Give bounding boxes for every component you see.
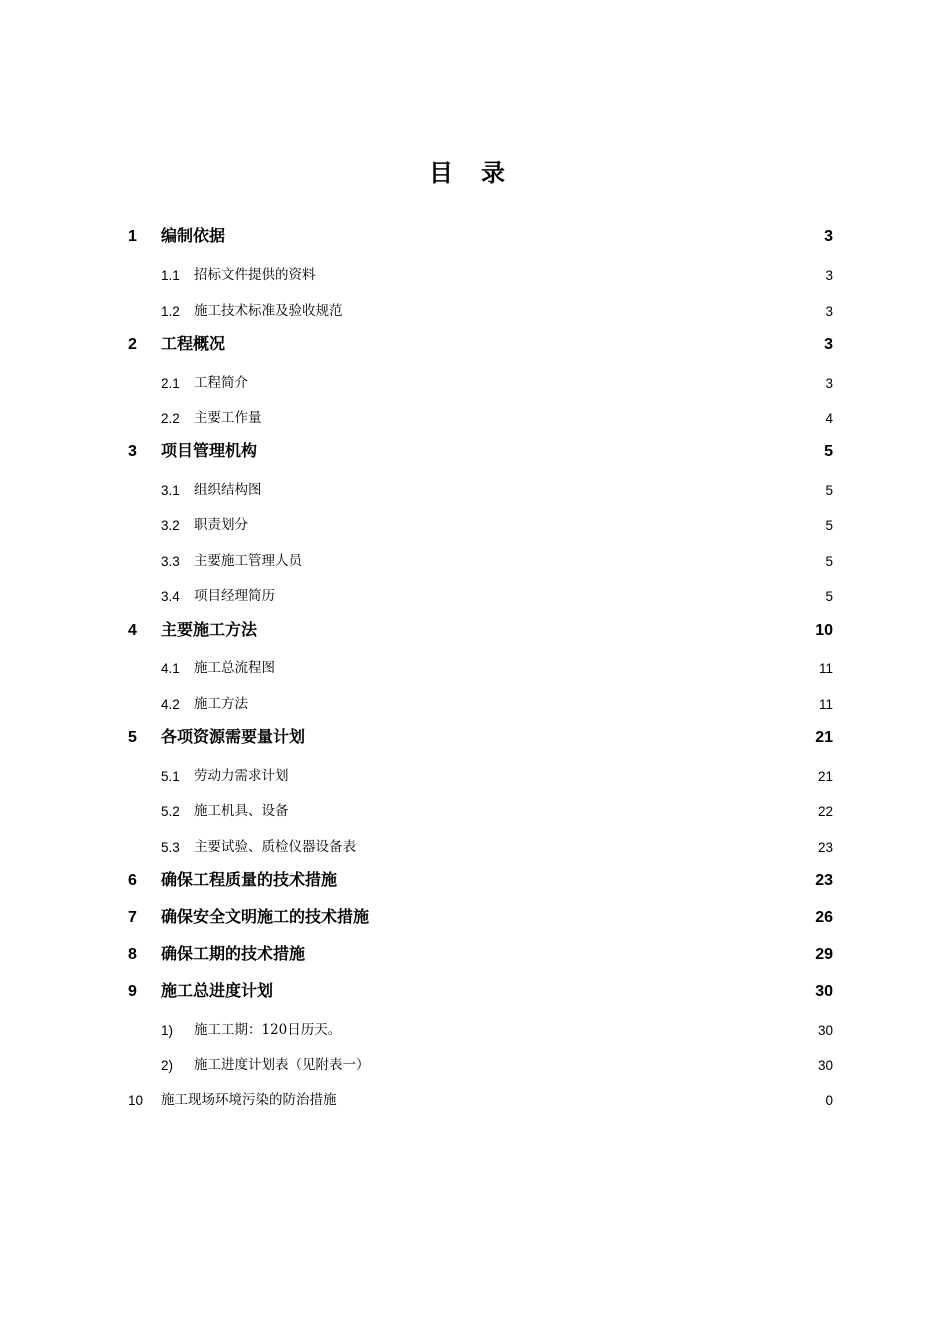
toc-entry[interactable] [128,259,833,283]
toc-entry-label: 施工总进度计划 [161,981,274,1000]
toc-entry-number: 3.4 [161,589,180,604]
toc-entry-label: 工程简介 [194,375,248,391]
toc-entry[interactable] [128,688,833,712]
toc-entry-page: 22 [817,804,833,819]
toc-entry[interactable] [128,723,833,747]
toc-entry-number: 2.2 [161,411,180,426]
toc-entry[interactable] [128,616,833,640]
toc-entry-number: 5.3 [161,840,180,855]
toc-entry-page: 23 [817,840,833,855]
toc-entry-label: 施工技术标准及验收规范 [194,303,343,319]
toc-entry-number: 4.1 [161,661,180,676]
toc-entry[interactable] [128,367,833,391]
toc-entry-number: 6 [128,872,137,889]
toc-entry-page: 3 [825,376,833,391]
toc-entry[interactable] [128,940,833,964]
toc-entry-page: 5 [825,483,833,498]
toc-entry[interactable] [128,1014,833,1038]
toc-entry-label: 劳动力需求计划 [194,768,289,784]
toc-entry-number: 3 [128,443,137,460]
toc-entry-number: 8 [128,946,137,963]
toc-entry-label: 确保工程质量的技术措施 [161,870,338,889]
toc-entry-page: 3 [824,228,833,245]
toc-entry-page: 10 [815,622,833,639]
toc-entry[interactable] [128,652,833,676]
toc-entry-page: 5 [825,554,833,569]
toc-entry-label: 编制依据 [161,226,226,245]
toc-entry-page: 4 [825,411,833,426]
toc-entry-number: 1 [128,228,137,245]
toc-entry-page: 30 [817,1023,833,1038]
toc-entry-label: 职责划分 [194,517,248,533]
toc-entry-number: 2) [161,1058,174,1073]
toc-entry[interactable] [128,474,833,498]
toc-entry-label: 施工方法 [194,696,248,712]
toc-entry-page: 3 [825,268,833,283]
toc-entry[interactable] [128,831,833,855]
toc-entry-number: 2 [128,336,137,353]
toc-title: 目录 [429,158,533,187]
toc-entry-label: 各项资源需要量计划 [161,727,306,746]
toc-entry[interactable] [128,545,833,569]
toc-entry-label: 施工总流程图 [194,660,275,676]
toc-entry[interactable] [128,1084,833,1108]
toc-entry[interactable] [128,795,833,819]
toc-entry-number: 5.1 [161,769,180,784]
toc-entry-page: 30 [815,983,833,1000]
toc-entry-number: 1.1 [161,268,180,283]
toc-entry[interactable] [128,580,833,604]
toc-entry[interactable] [128,402,833,426]
toc-entry-label: 确保工期的技术措施 [161,944,306,963]
toc-entry[interactable] [128,866,833,890]
toc-entry-page: 0 [825,1093,833,1108]
toc-entry[interactable] [128,760,833,784]
toc-entry-number: 10 [128,1093,144,1108]
toc-entry-number: 1) [161,1023,174,1038]
toc-entry-label: 主要工作量 [194,410,262,426]
toc-entry-page: 30 [817,1058,833,1073]
toc-entry[interactable] [128,903,833,927]
toc-entry[interactable] [128,222,833,246]
toc-entry-page: 5 [824,443,833,460]
toc-entry-page: 3 [824,336,833,353]
toc-entry-page: 21 [815,729,833,746]
toc-entry-label: 招标文件提供的资料 [194,267,316,283]
toc-entry-number: 5 [128,729,137,746]
toc-entry-number: 1.2 [161,304,180,319]
toc-entry-label: 施工机具、设备 [194,803,289,819]
toc-entry[interactable] [128,330,833,354]
toc-entry-page: 5 [825,589,833,604]
toc-entry-label: 施工工期：120日历天。 [194,1022,342,1038]
toc-entry[interactable] [128,509,833,533]
toc-entry-label: 主要施工管理人员 [194,553,302,569]
toc-entry[interactable] [128,437,833,461]
toc-entry-page: 11 [818,661,833,676]
toc-entry-number: 3.2 [161,518,180,533]
toc-entry-label: 主要试验、质检仪器设备表 [194,839,356,855]
toc-entry-page: 11 [818,697,833,712]
toc-entry-label: 施工进度计划表（见附表一） [194,1057,370,1073]
toc-entry-number: 9 [128,983,137,1000]
toc-entry-number: 7 [128,909,137,926]
toc-entry-number: 4 [128,622,137,639]
toc-entry-label: 项目管理机构 [161,441,258,460]
toc-entry[interactable] [128,977,833,1001]
toc-entry-label: 主要施工方法 [161,620,258,639]
toc-entry[interactable] [128,295,833,319]
toc-entry-page: 5 [825,518,833,533]
toc-entry-number: 5.2 [161,804,180,819]
toc-entry-number: 4.2 [161,697,180,712]
toc-entry-number: 3.1 [161,483,180,498]
toc-entry-page: 29 [815,946,833,963]
toc-entry-number: 2.1 [161,376,180,391]
toc-entry-label: 确保安全文明施工的技术措施 [161,907,370,926]
toc-entry-number: 3.3 [161,554,180,569]
toc-entry-page: 26 [815,909,833,926]
toc-entry[interactable] [128,1049,833,1073]
toc-entry-label: 工程概况 [161,334,226,353]
toc-entry-page: 21 [817,769,833,784]
toc-entry-label: 项目经理简历 [194,588,275,604]
toc-entry-label: 组织结构图 [194,482,262,498]
toc-entry-page: 3 [825,304,833,319]
toc-entry-label: 施工现场环境污染的防治措施 [161,1092,337,1108]
toc-entry-page: 23 [815,872,833,889]
